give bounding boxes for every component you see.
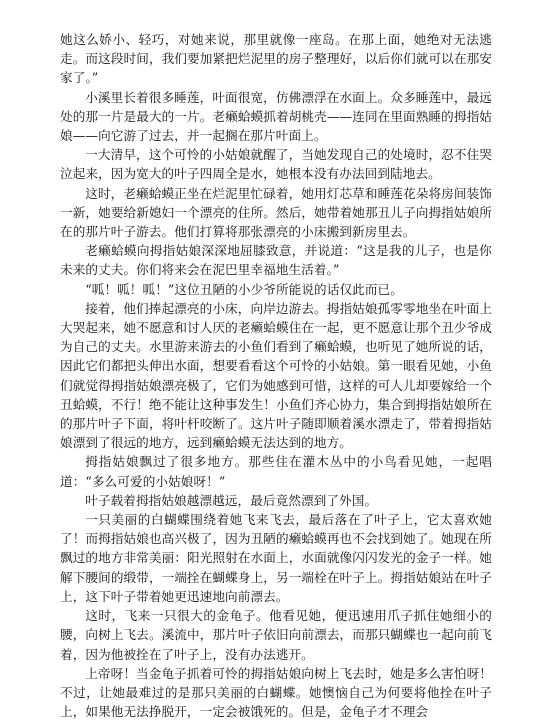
paragraph-12: 上帝呀！当金龟子抓着可怜的拇指姑娘向树上飞去时，她是多么害怕呀！不过，让她最难过的是那只美丽的白蝴蝶。她懊恼自己为何要将他拴在叶子上，如果他无法挣脱开，一定会被饿死的。但是，金龟子才不理会 — [60, 665, 492, 720]
paragraph-11: 这时，飞来一只很大的金龟子。他看见她，便迅速用爪子抓住她细小的腰，向树上飞去。溪流中，那片叶子依旧向前漂去，而那只蝴蝶也一起向前飞着，因为他被拴在了叶子上，没有办法逃开。 — [60, 608, 492, 662]
paragraph-8: 拇指姑娘飘过了很多地方。那些住在灌木丛中的小鸟看见她，一起唱道：“多么可爱的小姑娘呀！” — [60, 454, 492, 489]
paragraph-3: 一大清早，这个可怜的小姑娘就醒了，当她发现自己的处境时，忍不住哭泣起来，因为宽大的叶子四周全是水，她根本没有办法回到陆地去。 — [60, 147, 492, 182]
paragraph-5: 老癞蛤蟆向拇指姑娘深深地屈膝致意，并说道：“这是我的儿子，也是你未来的丈夫。你们将来会在泥巴里幸福地生活着。” — [60, 243, 492, 278]
paragraph-9: 叶子载着拇指姑娘越漂越远，最后竟然漂到了外国。 — [85, 492, 378, 508]
paragraph-2: 小溪里长着很多睡莲，叶面很宽，仿佛漂浮在水面上。众多睡莲中，最远处的那一片是最大的一片。老癞蛤蟆抓着胡桃壳——连同在里面熟睡的拇指姑娘——向它游了过去，并一起搁在那片叶面上。 — [60, 89, 492, 144]
paragraph-7: 接着，他们捧起漂亮的小床，向岸边游去。拇指姑娘孤零零地坐在叶面上大哭起来，她不愿意和讨人厌的老癞蛤蟆住在一起，更不愿意让那个丑少爷成为自己的丈夫。水里游来游去的小鱼们看到了癞蛤蟆，也听见了她所说的话，因此它们都把头伸出水面，想要看看这个可怜的小姑娘。第一眼看见她，小鱼们就觉得拇指姑娘漂亮极了，它们为她感到可惜，这样的可人儿却要嫁给一个丑蛤蟆，不行！绝不能让这种事发生！小鱼们齐心协力，集合到拇指姑娘所在的那片叶子下面，将叶杆咬断了。这片叶子随即顺着溪水漂走了，带着拇指姑娘漂到了很远的地方，远到癞蛤蟆无法达到的地方。 — [60, 300, 492, 451]
document-page — [60, 30, 492, 720]
paragraph-1: 她这么娇小、轻巧，对她来说，那里就像一座岛。在那上面，她绝对无法逃走。而这段时间，我们要加紧把烂泥里的房子整理好，以后你们就可以在那安家了。” — [60, 32, 492, 86]
paragraph-4: 这时，老癞蛤蟆正坐在烂泥里忙碌着，她用灯芯草和睡莲花朵将房间装饰一新，她要给新媳妇一个漂亮的住所。然后，她带着她那丑儿子向拇指姑娘所在的那片叶子游去。他们打算将那张漂亮的小床搬到新房里去。 — [60, 185, 492, 240]
paragraph-10: 一只美丽的白蝴蝶围绕着她飞来飞去，最后落在了叶子上，它太喜欢她了！而拇指姑娘也高兴极了，因为丑陋的癞蛤蟆再也不会找到她了。她现在所飘过的地方非常美丽：阳光照射在水面上，水面就像闪闪发光的金子一样。她解下腰间的缎带，一端拴在蝴蝶身上，另一端栓在叶子上。拇指姑娘站在叶子上，这下叶子带着她更迅速地向前漂去。 — [60, 512, 492, 604]
paragraph-6: “呱！呱！呱！”这位丑陋的小少爷所能说的话仅此而已。 — [85, 281, 403, 297]
